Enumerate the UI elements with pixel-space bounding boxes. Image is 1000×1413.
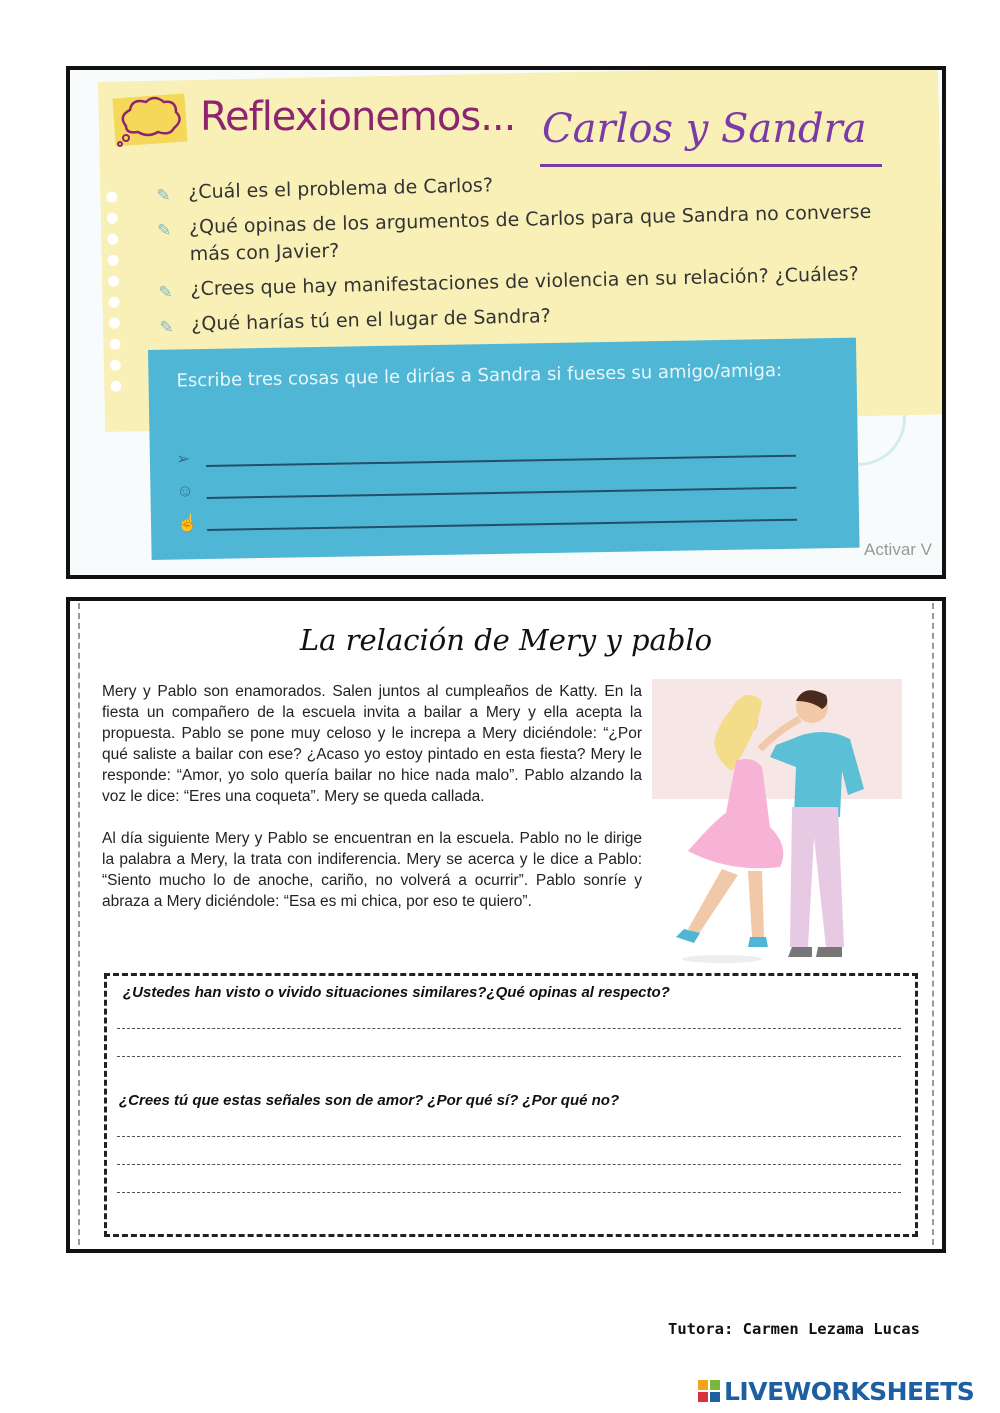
thought-cloud-icon [112, 92, 188, 148]
list-item: ✎ ¿Qué opinas de los argumentos de Carlos para que Sandra no converse más con Javier? [156, 200, 872, 266]
smiley-icon: ☺ [176, 481, 194, 501]
tutor-credit: Tutora: Carmen Lezama Lucas [668, 1320, 920, 1338]
pin-icon: ✎ [159, 317, 174, 338]
list-item: ✎ ¿Cuál es el problema de Carlos? [156, 163, 901, 207]
pin-icon: ✎ [156, 220, 172, 241]
answer-box [148, 338, 860, 560]
liveworksheets-logo-icon [698, 1380, 720, 1402]
list-item: ✎ ¿Crees que hay manifestaciones de violencia en su relación? ¿Cuáles? [158, 260, 903, 304]
story-panel [66, 597, 946, 1253]
story-title: La relación de Mery y pablo [299, 623, 713, 657]
question-box [104, 973, 918, 1237]
answer-line[interactable] [177, 503, 797, 536]
story-paragraph: Mery y Pablo son enamorados. Salen juntos al cumpleaños de Katty. En la fiesta un compañero de la escuela invita a bailar a Mery y ella acepta la propuesta. Pablo se pone muy celoso y le increpa a Mery diciéndole: “¿Por qué saliste a bailar con ese? ¿Acaso yo estoy pintado en esta fiesta? Mery le responde: “Amor, yo solo quería bailar no hice nada malo”. Pablo alzando la voz le dice: “Eres una coqueta”. Mery se queda callada. [102, 683, 642, 805]
dancing-couple-illustration [652, 679, 902, 979]
list-item: ✎ ¿Qué harías tú en el lugar de Sandra? [159, 295, 904, 339]
answer-line[interactable] [117, 1136, 901, 1137]
liveworksheets-brand[interactable] [698, 1378, 974, 1404]
answer-prompt: Escribe tres cosas que le dirías a Sandra si fueses su amigo/amiga: [176, 359, 783, 392]
paper-holes [102, 192, 126, 402]
answer-line[interactable] [117, 1192, 901, 1193]
brand-name: LIVEWORKSHEETS [724, 1376, 975, 1406]
reflection-title: Reflexionemos... [200, 94, 516, 140]
pin-icon: ✎ [156, 185, 171, 206]
paper-plane-icon: ➢ [175, 449, 191, 469]
answer-line[interactable] [117, 1056, 901, 1057]
question-text: ¿Crees tú que estas señales son de amor? ¿Por qué sí? ¿Por qué no? [119, 1092, 620, 1109]
pin-icon: ✎ [158, 282, 174, 303]
answer-line[interactable] [117, 1028, 901, 1029]
question-text: ¿Ustedes han visto o vivido situaciones similares?¿Qué opinas al respecto? [123, 984, 670, 1001]
story-inner-border [78, 603, 934, 1245]
question-list [156, 163, 905, 347]
answer-line[interactable] [117, 1164, 901, 1165]
subject-title: Carlos y Sandra [542, 106, 867, 152]
story-text [102, 681, 642, 933]
thumbs-up-icon: ☝ [176, 513, 199, 533]
reflection-panel [66, 66, 946, 579]
story-paragraph: Al día siguiente Mery y Pablo se encuentran en la escuela. Pablo no le dirige la palabra a Mery, la trata con indiferencia. Mery se acerca y le dice a Pablo: “Siento mucho lo de anoche, cariño, no volverá a ocurrir”. Pablo sonríe y abraza a Mery diciéndole: “Esa es mi chica, por eso te quiero”. [102, 830, 642, 910]
answer-line[interactable] [176, 439, 796, 472]
answer-line[interactable] [176, 471, 796, 504]
watermark-text: Activar V [864, 540, 933, 559]
